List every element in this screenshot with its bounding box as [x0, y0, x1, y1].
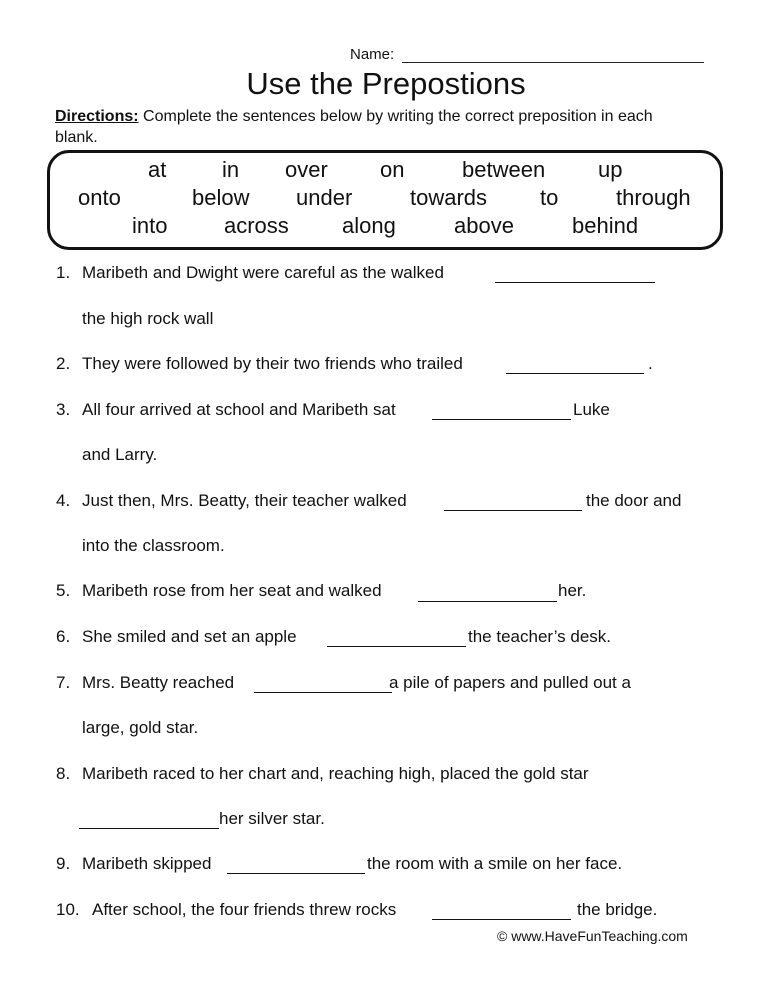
- question-text: Maribeth skipped: [82, 854, 212, 873]
- question-number: 5.: [56, 581, 71, 600]
- question-text: Just then, Mrs. Beatty, their teacher walked: [82, 491, 407, 510]
- question-text: Mrs. Beatty reached: [82, 673, 235, 692]
- question-text: They were followed by their two friends who trailed: [82, 354, 463, 373]
- question-text: the room with a smile on her face.: [367, 854, 623, 873]
- answer-blank-7[interactable]: [254, 692, 392, 693]
- word-bank-item: to: [540, 185, 559, 210]
- question-text: the bridge.: [577, 900, 658, 919]
- question-text: Maribeth and Dwight were careful as the walked: [82, 263, 444, 282]
- question-text: into the classroom.: [82, 536, 225, 555]
- word-bank-item: under: [296, 185, 353, 210]
- copyright-footer: © www.HaveFunTeaching.com: [497, 928, 688, 944]
- word-bank-item: towards: [410, 185, 488, 210]
- name-blank[interactable]: [402, 62, 704, 63]
- directions: [55, 106, 695, 148]
- word-bank-item: into: [132, 213, 168, 238]
- answer-blank-3[interactable]: [432, 419, 571, 420]
- word-bank-item: behind: [572, 213, 639, 238]
- question-text: After school, the four friends threw rocks: [92, 900, 397, 919]
- question-number: 7.: [56, 673, 71, 692]
- question-text: a pile of papers and pulled out a: [389, 673, 631, 692]
- word-bank-item: between: [462, 157, 546, 182]
- word-bank-item: onto: [78, 185, 121, 210]
- answer-blank-8[interactable]: [79, 828, 219, 829]
- question-number: 9.: [56, 854, 71, 873]
- question-text: large, gold star.: [82, 718, 199, 737]
- directions-text: Complete the sentences below by writing the correct preposition in each blank.: [55, 108, 653, 146]
- question-number: 3.: [56, 400, 71, 419]
- question-text: Maribeth raced to her chart and, reaching high, placed the gold star: [82, 764, 589, 783]
- answer-blank-2[interactable]: [506, 373, 644, 374]
- word-bank-item: above: [454, 213, 514, 238]
- question-text: .: [648, 354, 653, 373]
- word-bank-item: along: [342, 213, 396, 238]
- answer-blank-9[interactable]: [227, 873, 365, 874]
- word-bank-item: in: [222, 157, 240, 182]
- question-text: She smiled and set an apple: [82, 627, 297, 646]
- word-bank-item: below: [192, 185, 250, 210]
- answer-blank-10[interactable]: [432, 919, 571, 920]
- question-text: the door and: [586, 491, 682, 510]
- question-number: 4.: [56, 491, 71, 510]
- answer-blank-4[interactable]: [444, 510, 582, 511]
- question-text: the high rock wall: [82, 309, 214, 328]
- answer-blank-5[interactable]: [418, 601, 557, 602]
- question-text: All four arrived at school and Maribeth sat: [82, 400, 396, 419]
- question-text: the teacher’s desk.: [468, 627, 612, 646]
- question-number: 8.: [56, 764, 71, 783]
- word-bank-item: at: [148, 157, 167, 182]
- question-number: 1.: [56, 263, 71, 282]
- answer-blank-6[interactable]: [327, 646, 466, 647]
- question-text: and Larry.: [82, 445, 158, 464]
- answer-blank-1[interactable]: [495, 282, 655, 283]
- question-text: her silver star.: [219, 809, 325, 828]
- question-text: Luke: [573, 400, 610, 419]
- question-text: Maribeth rose from her seat and walked: [82, 581, 382, 600]
- directions-label: Directions:: [55, 108, 139, 125]
- question-number: 2.: [56, 354, 71, 373]
- word-bank-item: through: [616, 185, 691, 210]
- question-text: her.: [558, 581, 587, 600]
- word-bank-item: across: [224, 213, 289, 238]
- question-number: 6.: [56, 627, 71, 646]
- word-bank-item: over: [285, 157, 328, 182]
- word-bank-item: up: [598, 157, 623, 182]
- word-bank-item: on: [380, 157, 405, 182]
- page-title: Use the Prepostions: [246, 66, 526, 101]
- question-number: 10.: [56, 900, 80, 919]
- name-label: Name:: [350, 46, 395, 63]
